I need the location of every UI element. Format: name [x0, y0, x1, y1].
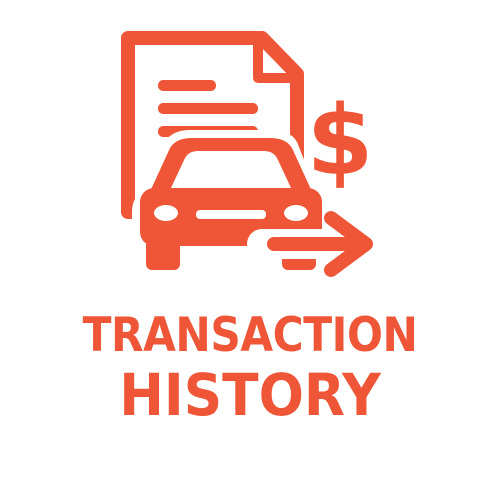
title-line-history: HISTORY — [119, 361, 381, 429]
title-line-transaction: TRANSACTION — [82, 308, 418, 363]
svg-text:$: $ — [306, 85, 374, 197]
document-line-2 — [158, 103, 258, 114]
dollar-sign-icon — [307, 85, 374, 197]
document-line-1 — [158, 80, 216, 91]
